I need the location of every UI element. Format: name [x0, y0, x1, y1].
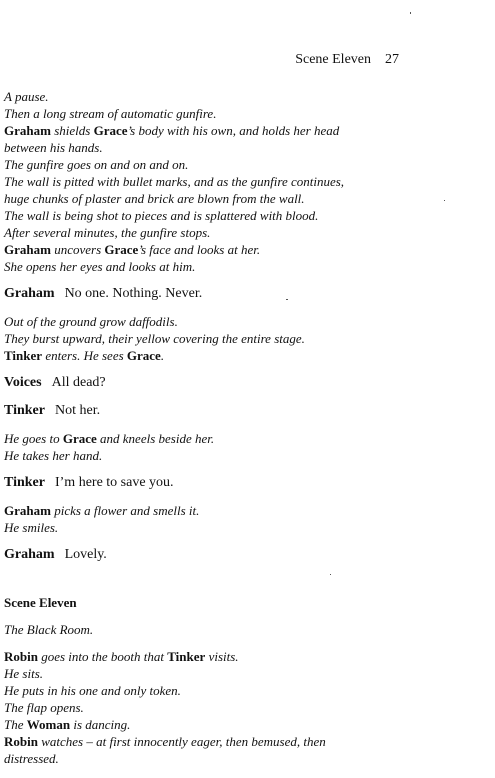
dialogue-line [4, 546, 399, 564]
direction-text: distressed. [4, 751, 59, 766]
stage-direction-line [4, 621, 399, 638]
header-scene-title: Scene Eleven [295, 52, 371, 67]
scene-heading: Scene Eleven [4, 595, 77, 610]
stage-direction-line [4, 682, 399, 699]
character-name: Graham [4, 503, 51, 518]
direction-text: . [160, 348, 165, 363]
dialogue-text: Lovely. [64, 547, 107, 562]
direction-text: ’s face and looks at her. [138, 242, 261, 257]
speaker-name: Graham [4, 547, 55, 562]
speaker-name: Voices [4, 375, 42, 390]
dialogue-text: No one. Nothing. Never. [64, 286, 203, 301]
stage-direction-line [4, 330, 399, 347]
stage-direction-block [4, 88, 399, 275]
direction-text: Then a long stream of automatic gunfire. [4, 106, 217, 121]
scan-speck-top [410, 12, 411, 14]
stage-direction-block [4, 313, 399, 364]
stage-direction-line [4, 105, 399, 122]
stage-direction-line [4, 258, 399, 275]
character-name: Grace [126, 348, 161, 363]
stage-direction-line [4, 313, 399, 330]
direction-text: They burst upward, their yellow covering the entire stage. [4, 331, 305, 346]
stage-direction-line [4, 733, 399, 750]
speaker-name: Tinker [4, 403, 45, 418]
direction-text: picks a flower and smells it. [50, 503, 200, 518]
stage-direction-block [4, 648, 399, 767]
character-name: Robin [4, 734, 38, 749]
direction-text: After several minutes, the gunfire stops. [4, 225, 211, 240]
character-name: Grace [93, 123, 128, 138]
speaker-name: Graham [4, 286, 55, 301]
direction-text: He puts in his one and only token. [4, 683, 181, 698]
direction-text: ’s body with his own, and holds her head [127, 123, 340, 138]
stage-direction-line [4, 241, 399, 258]
stage-direction-line [4, 190, 399, 207]
stage-direction-line [4, 139, 399, 156]
direction-text: The flap opens. [4, 700, 84, 715]
stage-direction-line [4, 207, 399, 224]
stage-direction-line [4, 347, 399, 364]
direction-text: shields [50, 123, 94, 138]
direction-text: watches – at first innocently eager, then bemused, then [37, 734, 326, 749]
dialogue-line [4, 374, 399, 392]
direction-text: He sits. [4, 666, 43, 681]
character-name: Tinker [4, 348, 43, 363]
stage-direction-line [4, 173, 399, 190]
script-body [4, 88, 399, 767]
stage-direction-line [4, 122, 399, 139]
direction-text: He smiles. [4, 520, 59, 535]
stage-direction-line [4, 430, 399, 447]
running-header [295, 52, 399, 68]
character-name: Woman [26, 717, 71, 732]
stage-direction-line [4, 447, 399, 464]
direction-text: The wall is being shot to pieces and is splattered with blood. [4, 208, 319, 223]
direction-text: A pause. [4, 89, 49, 104]
stage-direction-line [4, 648, 399, 665]
stage-direction-line [4, 88, 399, 105]
direction-text: is dancing. [70, 717, 131, 732]
direction-text: He goes to [4, 431, 63, 446]
direction-text: Out of the ground grow daffodils. [4, 314, 178, 329]
dialogue-line [4, 402, 399, 420]
character-name: Grace [62, 431, 97, 446]
direction-text: The Black Room. [4, 622, 94, 637]
character-name: Grace [104, 242, 139, 257]
dialogue-line [4, 285, 399, 303]
stage-direction-line [4, 519, 399, 536]
stage-direction-line [4, 750, 399, 767]
direction-text: He takes her hand. [4, 448, 103, 463]
stage-direction-line [4, 224, 399, 241]
character-name: Graham [4, 123, 51, 138]
stage-direction-block [4, 502, 399, 536]
character-name: Robin [4, 649, 38, 664]
direction-text: goes into the booth that [37, 649, 168, 664]
speaker-name: Tinker [4, 475, 45, 490]
character-name: Tinker [167, 649, 206, 664]
scan-speck-right [444, 200, 445, 201]
stage-direction-line [4, 502, 399, 519]
stage-direction-line [4, 699, 399, 716]
direction-text: uncovers [50, 242, 105, 257]
dialogue-text: All dead? [51, 375, 106, 390]
direction-text: between his hands. [4, 140, 103, 155]
direction-text: She opens her eyes and looks at him. [4, 259, 196, 274]
character-name: Graham [4, 242, 51, 257]
stage-direction-block [4, 430, 399, 464]
stage-direction-line [4, 665, 399, 682]
stage-direction-line [4, 716, 399, 733]
dialogue-text: I’m here to save you. [54, 475, 174, 490]
direction-text: huge chunks of plaster and brick are blown from the wall. [4, 191, 305, 206]
stage-direction-block [4, 621, 399, 638]
dialogue-line [4, 474, 399, 492]
direction-text: The [4, 717, 27, 732]
direction-text: The wall is pitted with bullet marks, and as the gunfire continues, [4, 174, 345, 189]
direction-text: visits. [205, 649, 239, 664]
page-number: 27 [385, 52, 399, 67]
direction-text: enters. He sees [42, 348, 127, 363]
dialogue-text: Not her. [54, 403, 101, 418]
direction-text: The gunfire goes on and on and on. [4, 157, 189, 172]
stage-direction-line [4, 156, 399, 173]
direction-text: and kneels beside her. [96, 431, 215, 446]
